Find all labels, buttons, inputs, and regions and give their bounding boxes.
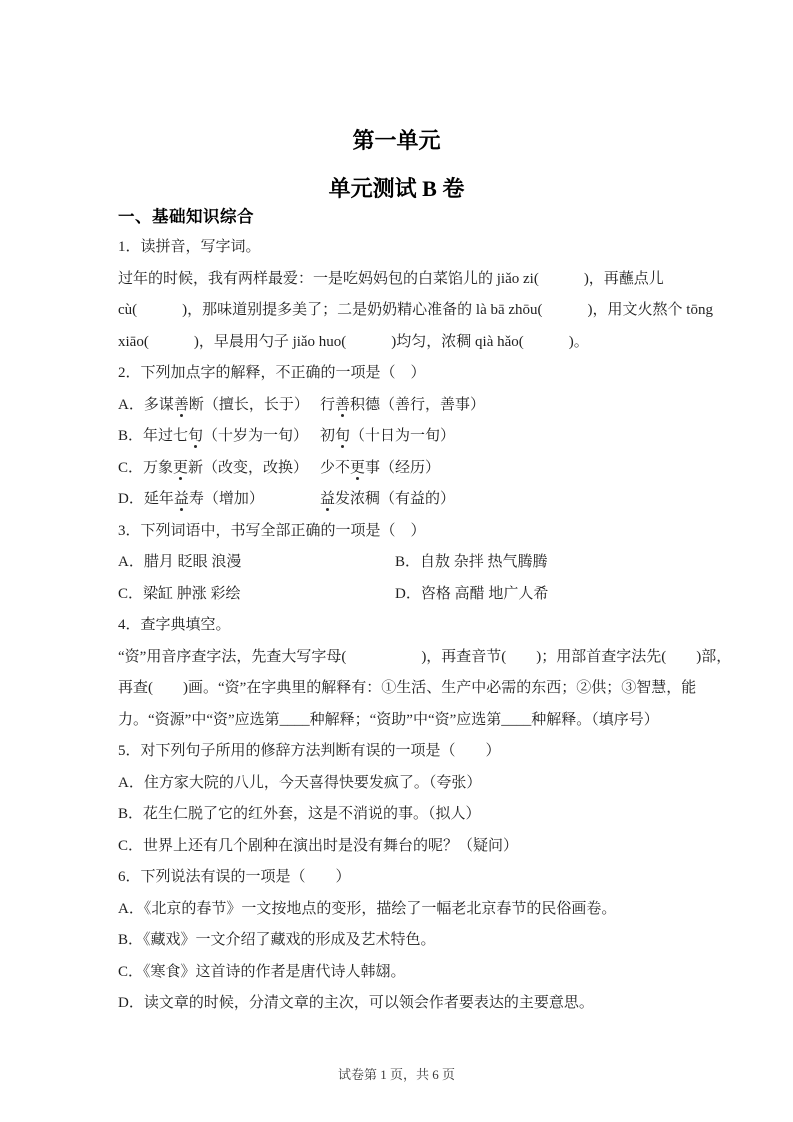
q1-text-line: xiāo( )，早晨用勺子 jiǎo huo( )均匀，浓稠 qià hǎo( )。 — [118, 333, 589, 350]
test-title: 单元测试 B 卷 — [328, 176, 465, 201]
q2-option-b-left: B．年过七旬（十岁为一旬） — [118, 428, 309, 444]
q5-option-a: A．住方家大院的八儿，今天喜得快要发疯了。（夸张） — [118, 774, 482, 791]
q4-text-line: 再查( )画。“资”在字典里的解释有：①生活、生产中必需的东西；②供；③智慧，能 — [118, 680, 697, 696]
q6-option-c: C．《寒食》这首诗的作者是唐代诗人韩翃。 — [118, 963, 406, 980]
q6-stem: 6．下列说法有误的一项是（ ） — [118, 869, 351, 885]
q1-text-line: 过年的时候，我有两样最爱：一是吃妈妈包的白菜馅儿的 jiǎo zi( )，再蘸点儿 — [118, 270, 664, 287]
q5-option-b: B．花生仁脱了它的红外套，这是不消说的事。（拟人） — [118, 806, 481, 822]
q4-text-line: 力。“资源”中“资”应选第____种解释；“资助”中“资”应选第____种解释。（填序号） — [118, 711, 659, 728]
q1-stem: 1．读拼音，写字词。 — [118, 239, 261, 255]
q1-text-line: cù( )，那味道别提多美了；二是奶奶精心准备的 là bā zhōu( )，用文火熬个 tōng — [118, 302, 713, 318]
q6-option-a: A．《北京的春节》一文按地点的变形，描绘了一幅老北京春节的民俗画卷。 — [118, 900, 617, 917]
q2-option-b-right: 初旬（十日为一旬） — [320, 428, 456, 444]
q4-stem: 4．查字典填空。 — [118, 617, 231, 633]
q6-option-b: B．《藏戏》一文介绍了藏戏的形成及艺术特色。 — [118, 932, 436, 948]
q2-option-c-left: C．万象更新（改变，改换） — [118, 459, 309, 476]
q3-options-cd — [118, 579, 684, 611]
q3-option-a: A．腊月 眨眼 浪漫 — [118, 554, 242, 570]
q3-option-c: C．梁缸 肿涨 彩绘 — [118, 585, 241, 602]
q2-option-a-right: 行善积德（善行，善事） — [320, 396, 486, 413]
q2-option-c — [118, 453, 684, 485]
q5-stem: 5．对下列句子所用的修辞方法判断有误的一项是（ ） — [118, 743, 501, 759]
q2-option-b — [118, 421, 684, 453]
q4-text-line: “资”用音序查字法，先查大写字母( )，再查音节( )；用部首查字法先( )部， — [118, 648, 732, 665]
q3-stem: 3．下列词语中，书写全部正确的一项是（ ） — [118, 522, 426, 539]
q6-option-d: D．读文章的时候，分清文章的主次，可以领会作者要表达的主要意思。 — [118, 995, 594, 1011]
q5-option-c: C．世界上还有几个剧种在演出时是没有舞台的呢？（疑问） — [118, 837, 519, 854]
q3-option-d: D．咨格 高醋 地广人希 — [395, 585, 549, 602]
q2-option-d-right: 益发浓稠（有益的） — [320, 491, 456, 507]
question-body — [118, 232, 732, 1020]
q2-option-d — [118, 484, 684, 516]
page-number-footer: 试卷第 1 页，共 6 页 — [337, 1067, 455, 1082]
q2-option-c-right: 少不更事（经历） — [320, 459, 441, 476]
q2-option-a-left: A．多谋善断（擅长，长于） — [118, 396, 309, 413]
unit-title: 第一单元 — [352, 128, 441, 153]
section-heading: 一、基础知识综合 — [118, 207, 254, 226]
q2-stem: 2．下列加点字的解释，不正确的一项是（ ） — [118, 365, 426, 381]
q3-option-b: B．自敖 杂拌 热气腾腾 — [395, 554, 548, 570]
q2-option-a — [118, 390, 684, 422]
q2-option-d-left: D．延年益寿（增加） — [118, 491, 264, 507]
q3-options-ab — [118, 547, 684, 579]
